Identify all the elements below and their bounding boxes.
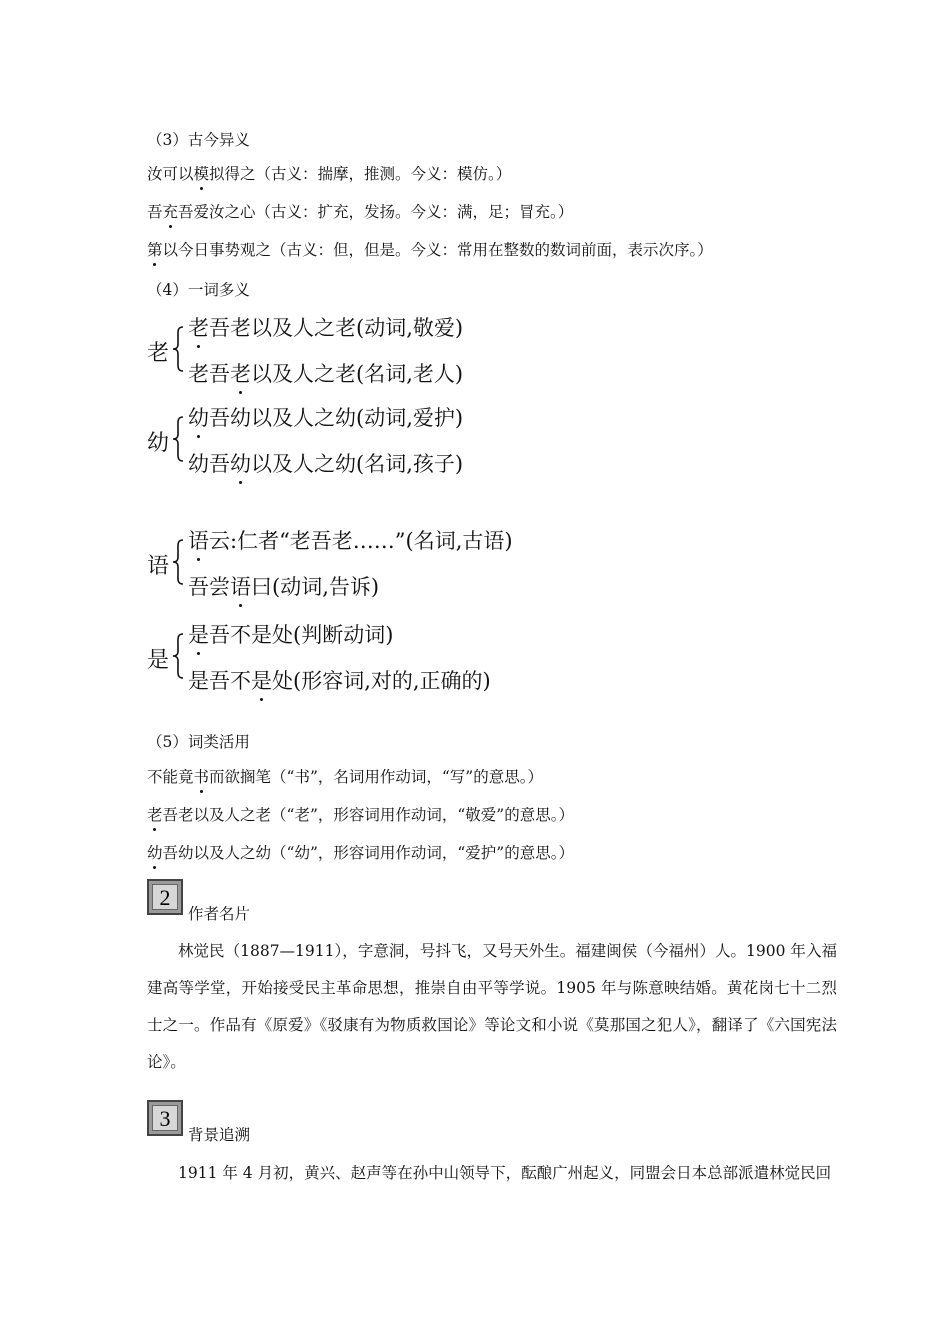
archaic-line-1: 汝可以模拟得之（古义：揣摩，推测。今义：模仿。） [147,162,511,184]
brace-icon [172,416,184,462]
conversion-line-3: 幼吾幼以及人之幼（“幼”，形容词用作动词，“爱护”的意思。） [147,841,574,863]
section-number-badge: 3 [147,1100,183,1136]
section-3-heading: （3）古今异义 [147,131,250,149]
conversion-line-2: 老吾老以及人之老（“老”，形容词用作动词，“敬爱”的意思。） [147,803,574,825]
polysemy-head-you: 幼 [147,431,170,456]
polysemy-head-lao: 老 [147,341,170,366]
polysemy-yu-a: 语云:仁者“老吾老……”(名词,古语) [188,525,513,555]
polysemy-head-shi: 是 [147,648,170,673]
background-paragraph: 1911 年 4 月初，黄兴、赵声等在孙中山领导下，酝酿广州起义，同盟会日本总部派遣林觉民回 [178,1164,832,1182]
section-number-badge: 2 [147,879,183,915]
polysemy-lao-a: 老吾老以及人之老(动词,敬爱) [188,312,463,342]
archaic-line-3: 第以今日事势观之（古义：但，但是。今义：常用在整数的数词前面，表示次序。） [147,238,713,260]
polysemy-you-a: 幼吾幼以及人之幼(动词,爱护) [188,402,463,432]
brace-icon [172,326,184,372]
section-5-heading: （5）词类活用 [147,733,250,751]
section-3-title: 背景追溯 [188,1126,251,1144]
author-paragraph: 林觉民（1887—1911），字意洞，号抖飞，又号天外生。福建闽侯（今福州）人。1900 年入福建高等学堂，开始接受民主革命思想，推崇自由平等学说。1905 年与陈意映结婚。黄花岗七十二烈士之一。作品有《原爱》《驳康有为物质救国论》等论文和小说《莫那国之犯人》，翻译了《六国宪法论》。 [147,942,837,1071]
archaic-line-2: 吾充吾爱汝之心（古义：扩充，发扬。今义：满，足；冒充。） [147,200,573,222]
polysemy-head-yu: 语 [147,554,170,579]
polysemy-shi-a: 是吾不是处(判断动词) [188,619,393,649]
conversion-line-1: 不能竟书而欲搁笔（“书”，名词用作动词，“写”的意思。） [147,765,543,787]
polysemy-shi-b: 是吾不是处(形容词,对的,正确的) [188,665,491,695]
polysemy-you-b: 幼吾幼以及人之幼(名词,孩子) [188,448,463,478]
section-4-heading: （4）一词多义 [147,281,250,299]
polysemy-lao-b: 老吾老以及人之老(名词,老人) [188,358,463,388]
brace-icon [172,539,184,585]
polysemy-yu-b: 吾尝语曰(动词,告诉) [188,571,379,601]
brace-icon [172,633,184,679]
section-2-title: 作者名片 [188,905,251,923]
